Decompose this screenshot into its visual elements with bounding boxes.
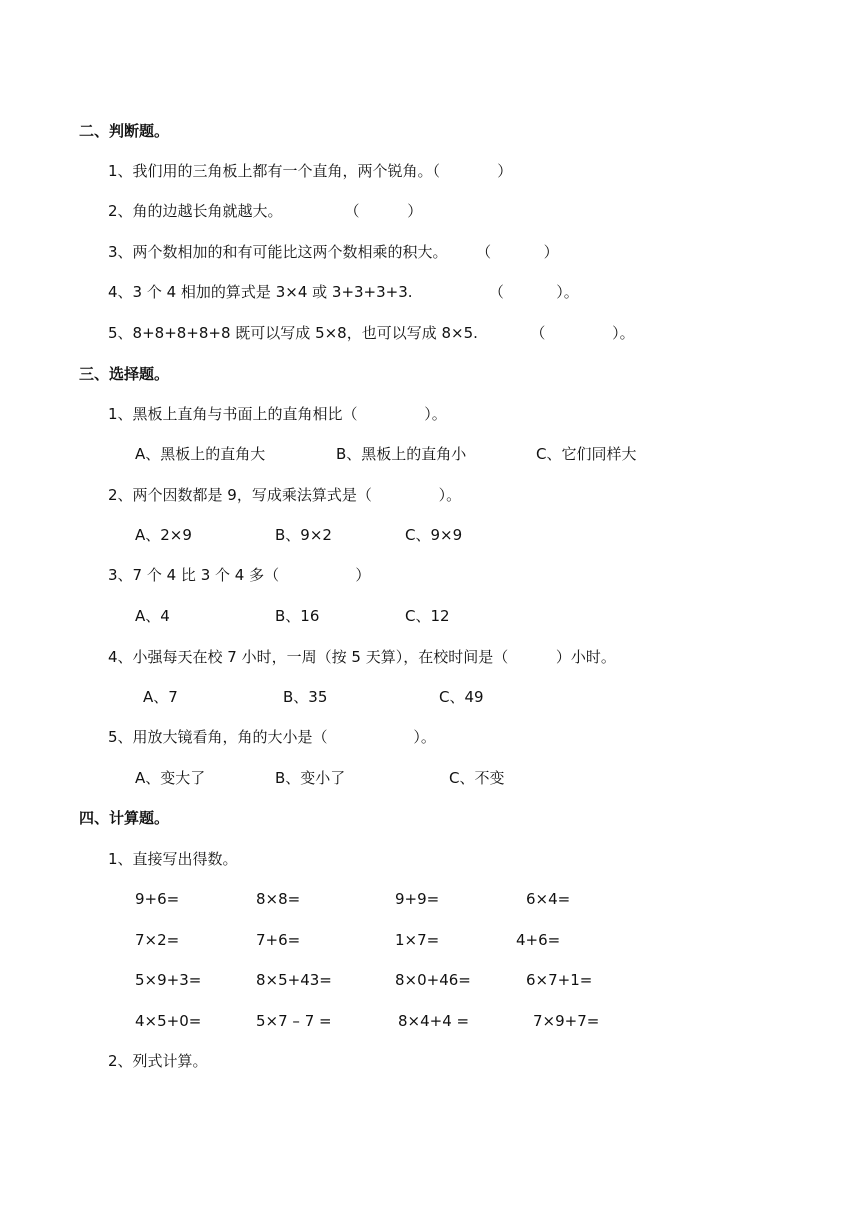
choice-1-option-c: C、它们同样大 [536,445,637,463]
choice-3-option-c: C、12 [405,607,450,625]
calculation-sub-1: 1、直接写出得数。 [108,850,238,868]
section-calculation-title: 四、计算题。 [79,809,170,827]
judgement-item-4: 4、3 个 4 相加的算式是 3×4 或 3+3+3+3. （ ）。 [108,283,579,301]
judgement-item-1: 1、我们用的三角板上都有一个直角，两个锐角。（ ） [108,162,513,180]
calc-row2-col4: 4+6= [516,931,561,949]
choice-question-1: 1、黑板上直角与书面上的直角相比（ ）。 [108,405,447,423]
choice-4-option-b: B、35 [283,688,328,706]
calc-row1-col4: 6×4= [526,890,571,908]
calc-row3-col3: 8×0+46= [395,971,471,989]
calc-row1-col2: 8×8= [256,890,301,908]
calc-row3-col4: 6×7+1= [526,971,593,989]
calc-row1-col3: 9+9= [395,890,440,908]
choice-question-4: 4、小强每天在校 7 小时，一周（按 5 天算），在校时间是（ ）小时。 [108,648,616,666]
judgement-item-2: 2、角的边越长角就越大。 （ ） [108,202,423,220]
choice-4-option-c: C、49 [439,688,484,706]
choice-2-option-c: C、9×9 [405,526,463,544]
calculation-sub-2: 2、列式计算。 [108,1052,208,1070]
calc-row3-col2: 8×5+43= [256,971,332,989]
choice-question-3: 3、7 个 4 比 3 个 4 多（ ） [108,566,371,584]
judgement-item-3: 3、两个数相加的和有可能比这两个数相乘的积大。 （ ） [108,243,559,261]
section-judgement-title: 二、判断题。 [79,122,170,140]
choice-1-option-a: A、黑板上的直角大 [135,445,266,463]
calc-row4-col3: 8×4+4 = [398,1012,470,1030]
choice-3-option-b: B、16 [275,607,320,625]
choice-3-option-a: A、4 [135,607,170,625]
calc-row2-col1: 7×2= [135,931,180,949]
calc-row2-col3: 1×7= [395,931,440,949]
choice-5-option-c: C、不变 [449,769,505,787]
section-choice-title: 三、选择题。 [79,365,170,383]
choice-question-5: 5、用放大镜看角，角的大小是（ ）。 [108,728,436,746]
choice-5-option-a: A、变大了 [135,769,206,787]
calc-row3-col1: 5×9+3= [135,971,202,989]
choice-5-option-b: B、变小了 [275,769,346,787]
calc-row4-col2: 5×7 – 7 = [256,1012,332,1030]
choice-question-2: 2、两个因数都是 9，写成乘法算式是（ ）。 [108,486,462,504]
calc-row2-col2: 7+6= [256,931,301,949]
calc-row4-col4: 7×9+7= [533,1012,600,1030]
choice-2-option-a: A、2×9 [135,526,192,544]
calc-row4-col1: 4×5+0= [135,1012,202,1030]
calc-row1-col1: 9+6= [135,890,180,908]
choice-1-option-b: B、黑板上的直角小 [336,445,467,463]
choice-2-option-b: B、9×2 [275,526,332,544]
judgement-item-5: 5、8+8+8+8+8 既可以写成 5×8，也可以写成 8×5. （ ）。 [108,324,635,342]
choice-4-option-a: A、7 [143,688,178,706]
